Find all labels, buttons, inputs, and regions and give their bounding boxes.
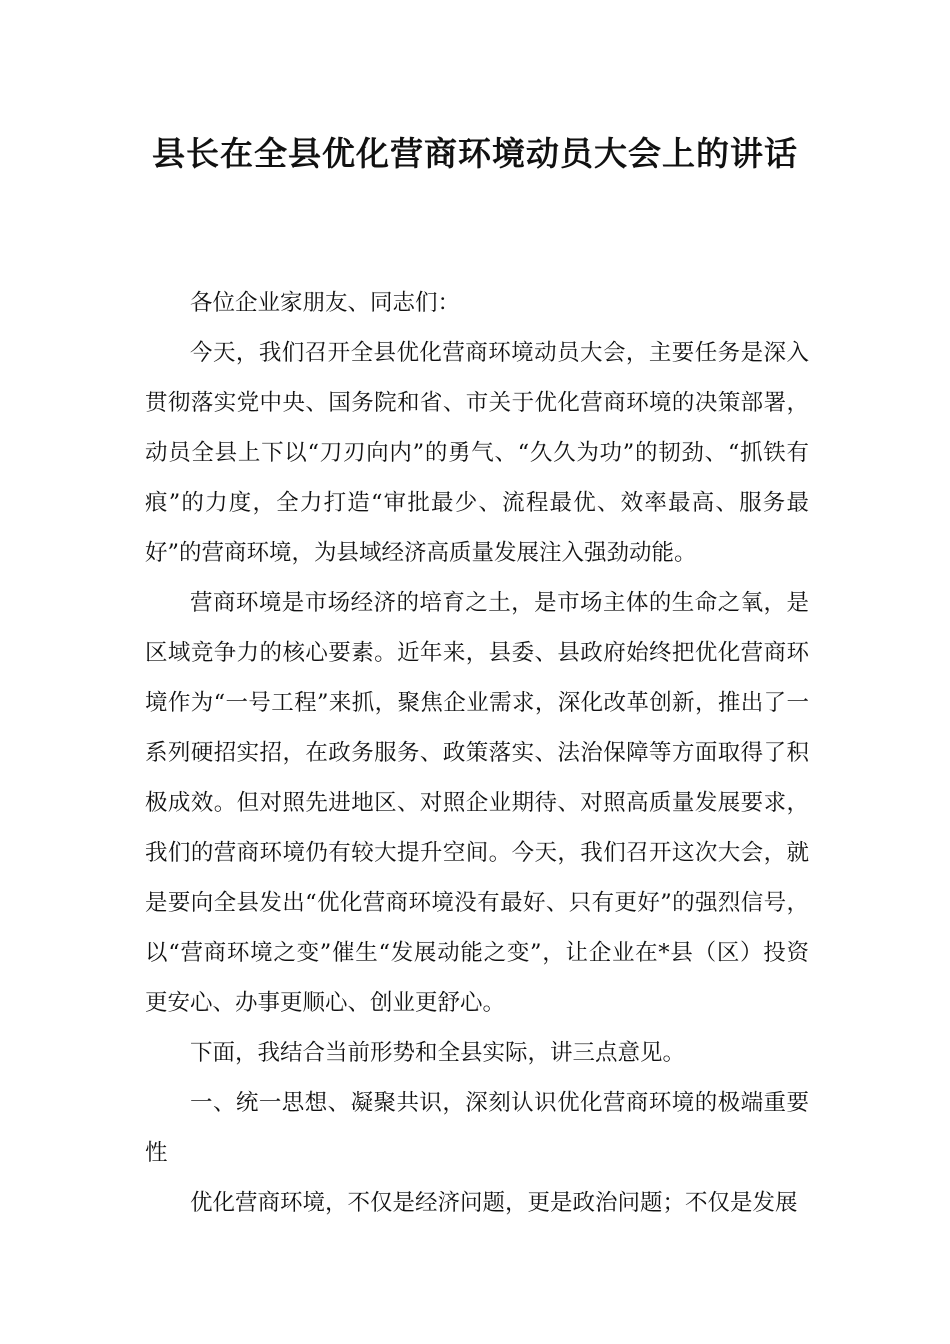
- body-paragraph: 今天，我们召开全县优化营商环境动员大会，主要任务是深入贯彻落实党中央、国务院和省、市关于优化营商环境的决策部署，动员全县上下以“刀刃向内”的勇气、“久久为功”的韧劲、“抓铁有痕”的力度，全力打造“审批最少、流程最优、效率最高、服务最好”的营商环境，为县域经济高质量发展注入强劲动能。: [145, 340, 809, 566]
- section-heading: 一、统一思想、凝聚共识，深刻认识优化营商环境的极端重要性: [145, 1090, 809, 1166]
- greeting-paragraph: 各位企业家朋友、同志们：: [190, 290, 461, 316]
- body-paragraph: 优化营商环境，不仅是经济问题，更是政治问题；不仅是发展: [190, 1190, 798, 1216]
- document-title: 县长在全县优化营商环境动员大会上的讲话: [152, 134, 798, 173]
- body-paragraph: 下面，我结合当前形势和全县实际，讲三点意见。: [190, 1040, 686, 1066]
- body-paragraph: 营商环境是市场经济的培育之土，是市场主体的生命之氧，是区域竞争力的核心要素。近年来，县委、县政府始终把优化营商环境作为“一号工程”来抓，聚焦企业需求，深化改革创新，推出了一系列硬招实招，在政务服务、政策落实、法治保障等方面取得了积极成效。但对照先进地区、对照企业期待、对照高质量发展要求，我们的营商环境仍有较大提升空间。今天，我们召开这次大会，就是要向全县发出“优化营商环境没有最好、只有更好”的强烈信号，以“营商环境之变”催生“发展动能之变”，让企业在*县（区）投资更安心、办事更顺心、创业更舒心。: [145, 590, 809, 1016]
- document-body: [145, 278, 809, 1228]
